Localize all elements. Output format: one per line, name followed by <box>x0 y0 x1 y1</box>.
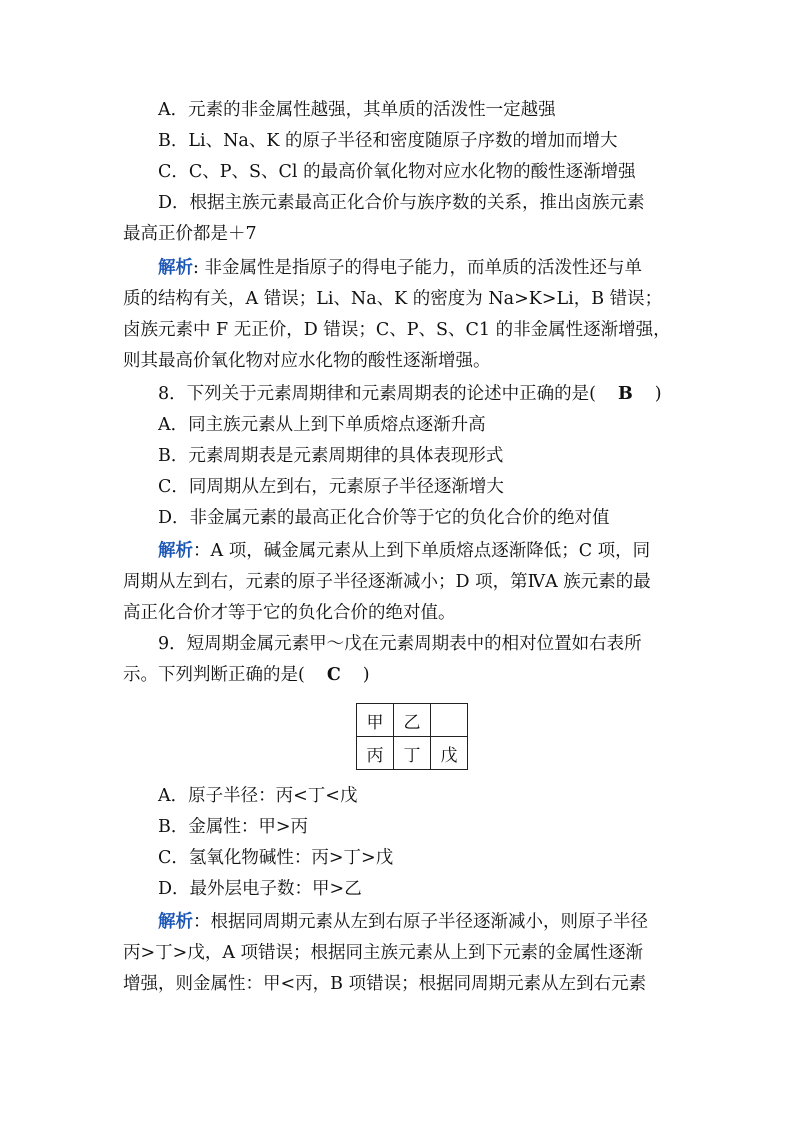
table-row <box>357 737 468 770</box>
q9-analysis-text1: ：根据同周期元素从左到右原子半径逐渐减小，则原子半径 <box>193 912 648 932</box>
q8-stem-close: ) <box>654 384 662 404</box>
table-cell: 丁 <box>394 737 431 770</box>
q7-analysis-line3: 卤族元素中 F 无正价，D 错误；C、P、S、C1 的非金属性逐渐增强， <box>123 320 671 340</box>
q9-analysis-line2: 丙>丁>戊，A 项错误；根据同主族元素从上到下元素的金属性逐渐 <box>123 943 644 963</box>
q8-analysis-text1: ：A 项，碱金属元素从上到下单质熔点逐渐降低；C 项，同 <box>193 541 651 561</box>
q8-analysis-line1 <box>0 536 794 566</box>
q7-option-d-line1: D．根据主族元素最高正化合价与族序数的关系，推出卤族元素 <box>158 193 645 213</box>
table-cell: 戊 <box>431 737 468 770</box>
q9-answer: C <box>326 665 341 685</box>
q9-stem-close: ) <box>362 665 370 685</box>
q7-analysis-line2: 质的结构有关，A 错误；Li、Na、K 的密度为 Na>K>Li，B 错误； <box>123 289 663 309</box>
q8-answer: B <box>617 384 633 404</box>
q7-analysis-label: 解析 <box>158 258 193 278</box>
q7-analysis-line1 <box>0 253 794 283</box>
q9-option-a: A．原子半径：丙<丁<戊 <box>158 786 358 806</box>
q9-option-b: B．金属性：甲>丙 <box>158 817 309 837</box>
q9-stem-text2: 示。下列判断正确的是( <box>123 665 305 685</box>
table-cell: 丙 <box>357 737 394 770</box>
q8-option-a: A．同主族元素从上到下单质熔点逐渐升高 <box>158 415 486 435</box>
q9-analysis-line3: 增强，则金属性：甲<丙，B 项错误；根据同周期元素从左到右元素 <box>123 974 647 994</box>
q7-option-a: A．元素的非金属性越强，其单质的活泼性一定越强 <box>158 100 556 120</box>
table-cell: 乙 <box>394 704 431 737</box>
q8-option-b: B．元素周期表是元素周期律的具体表现形式 <box>158 446 504 466</box>
q9-analysis-line1 <box>0 907 794 937</box>
q9-analysis-label: 解析 <box>158 912 193 932</box>
q8-analysis-label: 解析 <box>158 541 193 561</box>
q8-stem-text: 8．下列关于元素周期律和元素周期表的论述中正确的是( <box>158 384 596 404</box>
q8-option-d: D．非金属元素的最高正化合价等于它的负化合价的绝对值 <box>158 508 610 528</box>
q9-stem-line1: 9．短周期金属元素甲～戊在元素周期表中的相对位置如右表所 <box>158 634 642 654</box>
q8-analysis-line3: 高正化合价才等于它的负化合价的绝对值。 <box>123 603 456 623</box>
q9-option-d: D．最外层电子数：甲>乙 <box>158 879 362 899</box>
q8-stem <box>0 379 794 409</box>
q7-analysis-text1: : 非金属性是指原子的得电子能力，而单质的活泼性还与单 <box>193 258 642 278</box>
table-cell <box>431 704 468 737</box>
q9-stem-line2 <box>0 660 794 690</box>
q7-option-b: B．Li、Na、K 的原子半径和密度随原子序数的增加而增大 <box>158 131 618 151</box>
q7-option-c: C．C、P、S、Cl 的最高价氧化物对应水化物的酸性逐渐增强 <box>158 162 636 182</box>
table-row <box>357 704 468 737</box>
q9-option-c: C．氢氧化物碱性：丙>丁>戊 <box>158 848 394 868</box>
element-position-table <box>356 703 468 770</box>
q8-analysis-line2: 周期从左到右，元素的原子半径逐渐减小；D 项，第ⅣA 族元素的最 <box>123 572 651 592</box>
q7-option-d-line2: 最高正价都是＋7 <box>123 224 257 244</box>
q7-analysis-line4: 则其最高价氧化物对应水化物的酸性逐渐增强。 <box>123 351 491 371</box>
table-cell: 甲 <box>357 704 394 737</box>
q8-option-c: C．同周期从左到右，元素原子半径逐渐增大 <box>158 477 504 497</box>
